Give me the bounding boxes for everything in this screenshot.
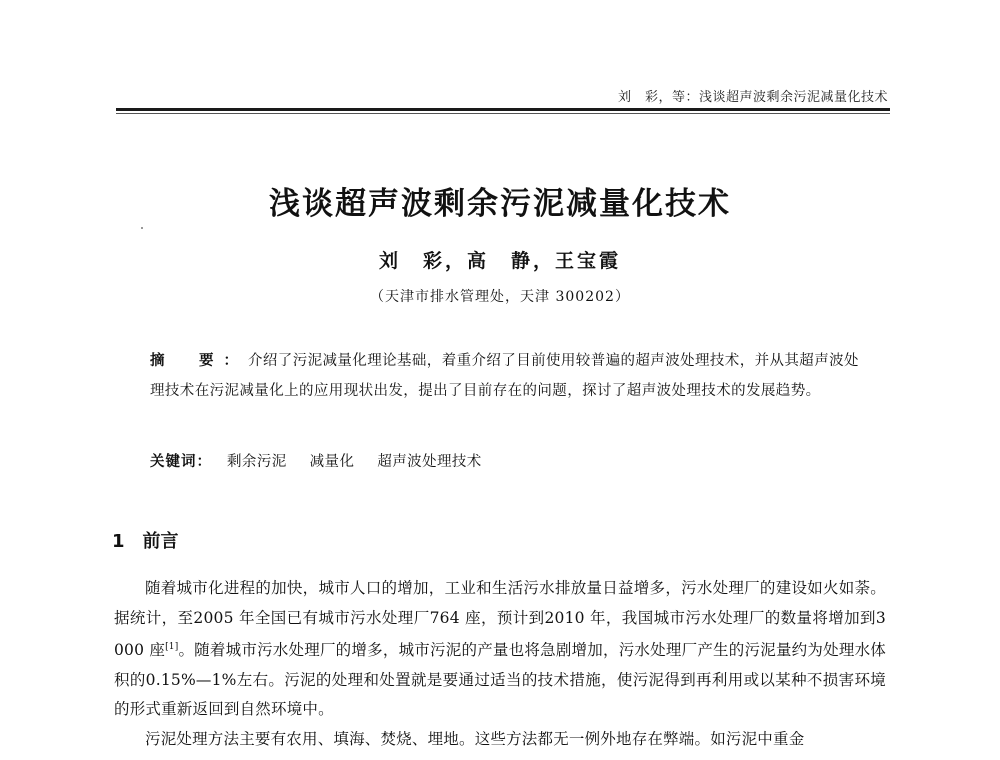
running-head: 刘 彩，等：浅谈超声波剩余污泥减量化技术 — [617, 90, 888, 105]
keyword: 超声波处理技术 — [377, 454, 482, 470]
affiliation: （天津市排水管理处，天津 300202） — [370, 289, 630, 305]
section-heading — [112, 527, 179, 553]
header-rule-thick — [116, 108, 890, 111]
body-text — [114, 574, 886, 754]
keyword: 减量化 — [309, 454, 355, 470]
keyword: 剩余污泥 — [227, 454, 287, 470]
paragraph — [114, 574, 886, 725]
header-rule-thin — [116, 113, 890, 114]
authors: 刘 彩，高 静，王宝霞 — [378, 250, 621, 272]
paragraph: 污泥处理方法主要有农用、填海、焚烧、埋地。这些方法都无一例外地存在弊端。如污泥中重金 — [145, 729, 805, 748]
speck — [141, 227, 143, 229]
paragraph-text: 随着城市化进程的加快，城市人口的增加，工业和生活污水排放量日益增多，污水处理厂的建设如火如荼。据统计，至2005 年全国已有城市污水处理厂764 座，预计到2010 年，我国城市污水处理厂的数量将增加到3 000 座 — [114, 579, 886, 659]
article-title: 浅谈超声波剩余污泥减量化技术 — [269, 186, 731, 222]
section-number: 1 — [112, 531, 125, 552]
keywords-label: 关键词： — [150, 454, 212, 470]
section-title: 前言 — [142, 531, 179, 552]
citation: [1] — [165, 642, 179, 652]
abstract — [150, 346, 864, 406]
keywords — [150, 450, 500, 471]
paragraph-text: 。随着城市污水处理厂的增多，城市污泥的产量也将急剧增加，污水处理厂产生的污泥量约为处理水体积的0.15%—1%左右。污泥的处理和处置就是要通过适当的技术措施，使污泥得到再利用或以某种不损害环境的形式重新返回到自然环境中。 — [114, 641, 886, 718]
abstract-text: 介绍了污泥减量化理论基础，着重介绍了目前使用较普遍的超声波处理技术，并从其超声波处理技术在污泥减量化上的应用现状出发，提出了目前存在的问题，探讨了超声波处理技术的发展趋势。 — [150, 353, 859, 399]
abstract-label: 摘 要： — [150, 353, 248, 369]
